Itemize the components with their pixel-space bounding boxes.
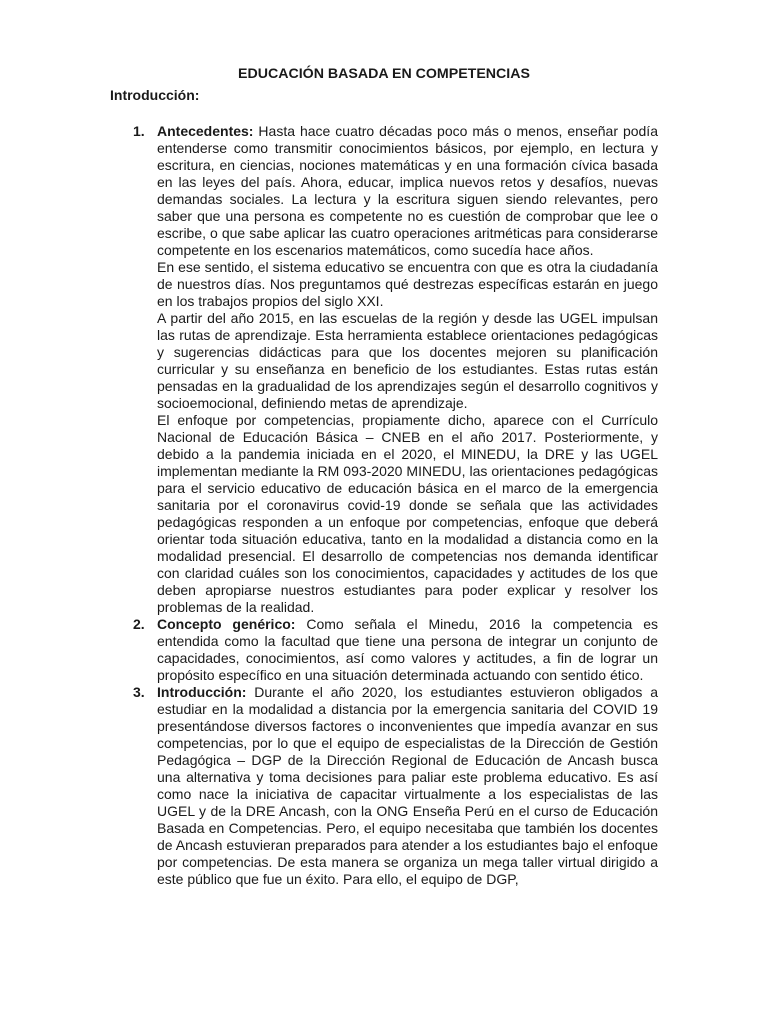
section-number: 3. — [133, 684, 145, 700]
section-paragraph — [157, 684, 658, 888]
section-label: Antecedentes: — [157, 123, 254, 139]
section-antecedentes — [110, 123, 658, 616]
section-introduccion — [110, 684, 658, 888]
section-concepto-generico — [110, 616, 658, 684]
paragraph-text: Hasta hace cuatro décadas poco más o menos, enseñar podía entenderse como transmitir conocimientos básicos, por ejemplo, en lectura y escritura, en ciencias, nociones matemáticas y en una formación cívica basada en las leyes del país. Ahora, educar, implica nuevos retos y desafíos, nuevas demandas sociales. La lectura y la escritura siguen siendo relevantes, pero saber que una persona es competente no es cuestión de comprobar que lee o escribe, o que sabe aplicar las cuatro operaciones aritméticas para considerarse competente en los escenarios matemáticos, como sucedía hace años. — [157, 123, 658, 258]
section-list — [110, 123, 658, 888]
section-paragraph — [157, 616, 658, 684]
section-number: 1. — [133, 123, 145, 139]
section-paragraph: A partir del año 2015, en las escuelas de la región y desde las UGEL impulsan las rutas de aprendizaje. Esta herramienta establece orientaciones pedagógicas y sugerencias didácticas para que los docentes mejoren su planificación curricular y su enseñanza en beneficio de los estudiantes. Estas rutas están pensadas en la gradualidad de los aprendizajes según el desarrollo cognitivos y socioemocional, definiendo metas de aprendizaje. — [157, 310, 658, 411]
section-paragraph: El enfoque por competencias, propiamente dicho, aparece con el Currículo Nacional de Educación Básica – CNEB en el año 2017. Posteriormente, y debido a la pandemia iniciada en el 2020, el MINEDU, la DRE y las UGEL implementan mediante la RM 093-2020 MINEDU, las orientaciones pedagógicas para el servicio educativo de educación básica en el marco de la emergencia sanitaria por el coronavirus covid-19 donde se señala que las actividades pedagógicas responden a un enfoque por competencias, enfoque que deberá orientar toda situación educativa, tanto en la modalidad a distancia como en la modalidad presencial. El desarrollo de competencias nos demanda identificar con claridad cuáles son los conocimientos, capacidades y actitudes de los que deben apropiarse nuestros estudiantes para poder explicar y resolver los problemas de la realidad. — [157, 412, 658, 615]
section-label: Introducción: — [157, 684, 247, 700]
paragraph-text: Durante el año 2020, los estudiantes estuvieron obligados a estudiar en la modalidad a distancia por la emergencia sanitaria del COVID 19 presentándose diversos factores o inconvenientes que impedía avanzar en sus competencias, por lo que el equipo de especialistas de la Dirección de Gestión Pedagógica – DGP de la Dirección Regional de Educación de Ancash busca una alternativa y toma decisiones para paliar este problema educativo. Es así como nace la iniciativa de capacitar virtualmente a los especialistas de las UGEL y de la DRE Ancash, con la ONG Enseña Perú en el curso de Educación Basada en Competencias. Pero, el equipo necesitaba que también los docentes de Ancash estuvieran preparados para atender a los estudiantes bajo el enfoque por competencias. De esta manera se organiza un mega taller virtual dirigido a este público que fue un éxito. Para ello, el equipo de DGP, — [157, 684, 658, 887]
document-title: EDUCACIÓN BASADA EN COMPETENCIAS — [238, 66, 530, 82]
intro-heading: Introducción: — [110, 87, 200, 103]
section-paragraph — [157, 123, 658, 259]
paragraph-text: Como señala el Minedu, 2016 la competencia es entendida como la facultad que tiene una persona de integrar un conjunto de capacidades, conocimientos, así como valores y actitudes, a fin de lograr un propósito específico en una situación determinada actuando con sentido ético. — [157, 616, 658, 683]
section-number: 2. — [133, 616, 145, 632]
section-paragraph: En ese sentido, el sistema educativo se encuentra con que es otra la ciudadanía de nuestros días. Nos preguntamos qué destrezas específicas estarán en juego en los trabajos propios del siglo XXI. — [157, 259, 658, 309]
section-label: Concepto genérico: — [157, 616, 296, 632]
